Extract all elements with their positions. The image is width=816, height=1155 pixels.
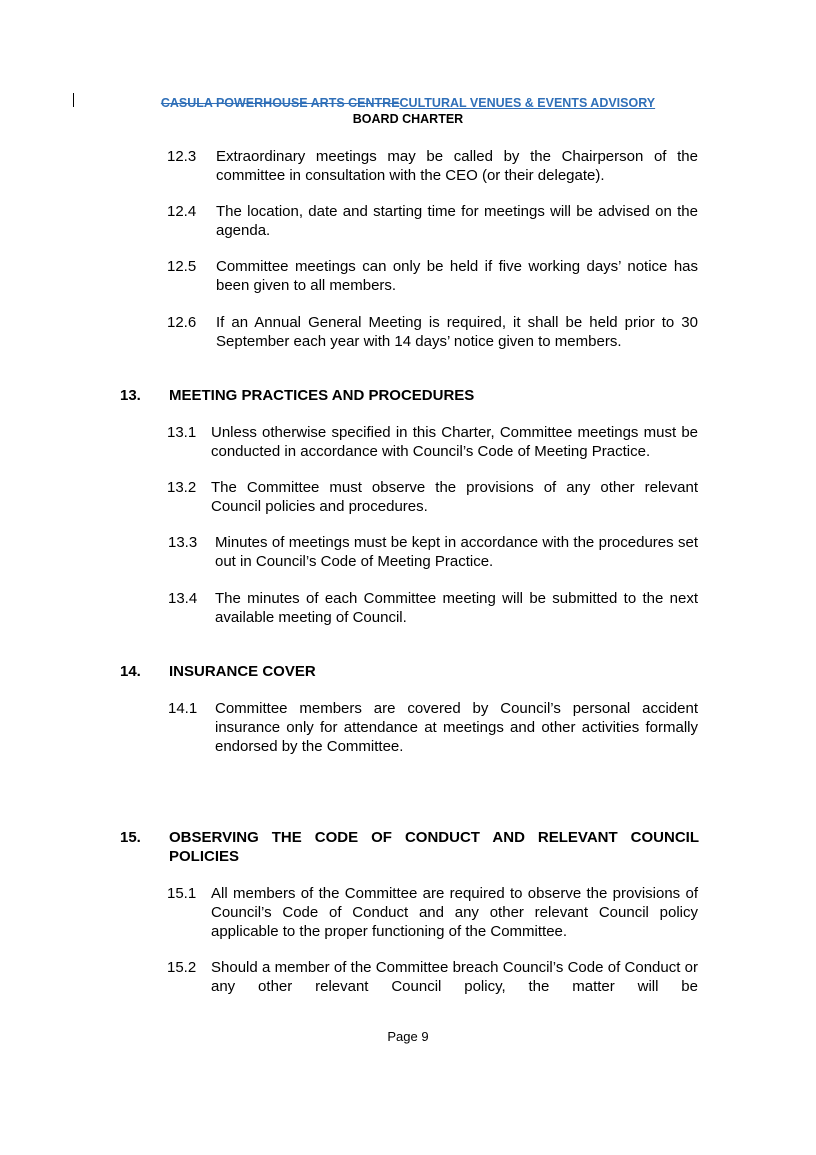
clause-text: The Committee must observe the provisions of any other relevant Council policies and procedures. — [211, 479, 698, 515]
clause-number: 13.1 — [167, 424, 197, 441]
clause-text: The minutes of each Committee meeting will be submitted to the next available meeting of Council. — [215, 590, 698, 626]
clause-number: 12.5 — [167, 258, 197, 275]
clause-number: 12.6 — [167, 314, 197, 331]
clause-text: Minutes of meetings must be kept in accordance with the procedures set out in Council’s Code of Meeting Practice. — [215, 534, 698, 570]
clause-number: 12.4 — [167, 203, 197, 220]
header-inserted-text: CULTURAL VENUES & EVENTS ADVISORY — [399, 96, 656, 110]
clause-text: All members of the Committee are required to observe the provisions of Council’s Code of Conduct and any other relevant Council policy applicable to the proper functioning of the Committee. — [211, 885, 698, 940]
section-title: MEETING PRACTICES AND PROCEDURES — [169, 387, 475, 404]
clause-number: 13.4 — [168, 590, 198, 607]
document-header — [0, 95, 816, 127]
clause-text: Unless otherwise specified in this Charter, Committee meetings must be conducted in accordance with Council’s Code of Meeting Practice. — [211, 424, 698, 460]
clause-text: The location, date and starting time for meetings will be advised on the agenda. — [216, 203, 698, 239]
section-number: 15. — [120, 829, 141, 846]
clause-number: 12.3 — [167, 148, 197, 165]
clause-number: 15.1 — [167, 885, 197, 902]
section-title: INSURANCE COVER — [169, 663, 316, 680]
clause-text: Committee meetings can only be held if five working days’ notice has been given to all members. — [216, 258, 698, 294]
section-number: 14. — [120, 663, 141, 680]
header-deleted-text: CASULA POWERHOUSE ARTS CENTRE — [160, 96, 400, 110]
clause-number: 13.2 — [167, 479, 197, 496]
clause-number: 14.1 — [168, 700, 198, 717]
clause-text: Should a member of the Committee breach Council’s Code of Conduct or any other relevant Council policy, the matter will be — [211, 959, 698, 995]
header-subtitle: BOARD CHARTER — [352, 112, 464, 126]
clause-number: 15.2 — [167, 959, 197, 976]
clause-number: 13.3 — [168, 534, 198, 551]
clause-text: Committee members are covered by Council’s personal accident insurance only for attendance at meetings and other activities formally endorsed by the Committee. — [215, 700, 698, 755]
header-title-line — [0, 95, 816, 111]
clause-text: If an Annual General Meeting is required, it shall be held prior to 30 September each year with 14 days’ notice given to members. — [216, 314, 698, 350]
section-number: 13. — [120, 387, 141, 404]
page-number: Page 9 — [387, 1029, 429, 1044]
clause-text: Extraordinary meetings may be called by the Chairperson of the committee in consultation with the CEO (or their delegate). — [216, 148, 698, 184]
section-title: OBSERVING THE CODE OF CONDUCT AND RELEVANT COUNCIL POLICIES — [169, 829, 699, 865]
